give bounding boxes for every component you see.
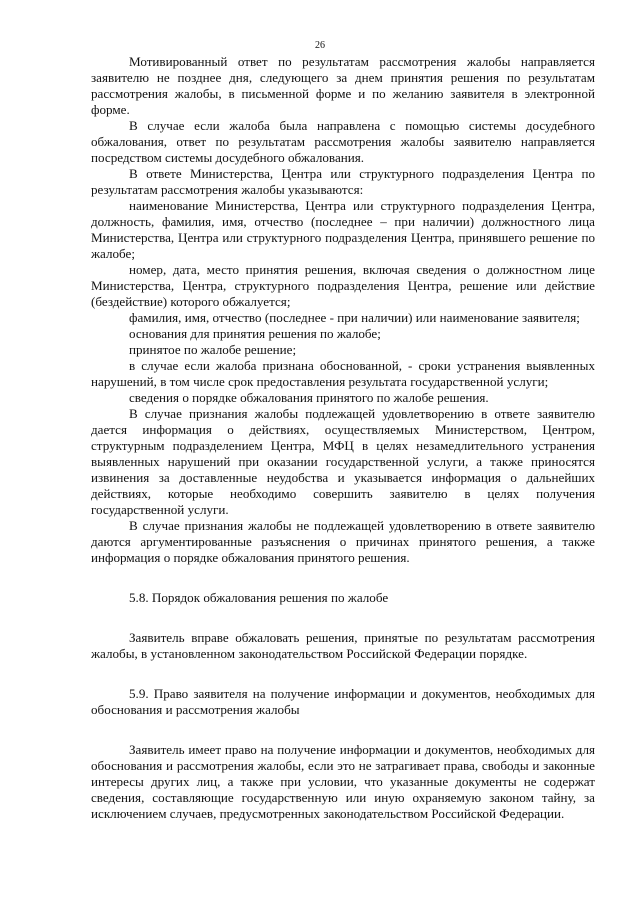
section-heading-5-8: 5.8. Порядок обжалования решения по жалобе [129,590,389,605]
paragraph: Мотивированный ответ по результатам рассмотрения жалобы направляется заявителю не позднее дня, следующего за днем принятия решения по результатам рассмотрения жалобы, в письменной форме и по желанию заявителя в электронной форме. [91,54,595,117]
section-heading-5-9: 5.9. Право заявителя на получение информации и документов, необходимых для обоснования и рассмотрения жалобы [91,686,595,717]
list-item: принятое по жалобе решение; [129,342,297,357]
list-item: в случае если жалоба признана обоснованной, - сроки устранения выявленных нарушений, в том числе срок предоставления результата государственной услуги; [91,358,595,389]
list-item: основания для принятия решения по жалобе; [129,326,381,341]
paragraph: В случае признания жалобы подлежащей удовлетворению в ответе заявителю дается информация о действиях, осуществляемых Министерством, Центром, структурным подразделением Центра, МФЦ в целях незамедлительного устранения выявленных нарушений при оказании государственной услуги, а также приносятся извинения за доставленные неудобства и указывается информация о дальнейших действиях, которые необходимо совершить заявителю в целях получения государственной услуги. [91,406,595,517]
paragraph: В случае признания жалобы не подлежащей удовлетворению в ответе заявителю даются аргументированные разъяснения о причинах принятого решения, а также информация о порядке обжалования принятого решения. [91,518,595,565]
paragraph: В случае если жалоба была направлена с помощью системы досудебного обжалования, ответ по результатам рассмотрения жалобы заявителю направляется посредством системы досудебного обжалования. [91,118,595,165]
paragraph: В ответе Министерства, Центра или структурного подразделения Центра по результатам рассмотрения жалобы указываются: [91,166,595,197]
page-number: 26 [315,40,325,51]
list-item: номер, дата, место принятия решения, включая сведения о должностном лице Министерства, Центра, структурного подразделения Центра, решение или действие (бездействие) которого обжалуется; [91,262,595,309]
document-body [91,54,595,822]
section-text-5-9: Заявитель имеет право на получение информации и документов, необходимых для обоснования и рассмотрения жалобы, если это не затрагивает права, свободы и законные интересы других лиц, а также при условии, что указанные документы не содержат сведения, составляющие государственную или иную охраняемую законом тайну, за исключением случаев, предусмотренных законодательством Российской Федерации. [91,742,595,821]
section-text-5-8: Заявитель вправе обжаловать решения, принятые по результатам рассмотрения жалобы, в установленном законодательством Российской Федерации порядке. [91,630,595,661]
list-item: сведения о порядке обжалования принятого по жалобе решения. [129,390,489,405]
list-item: фамилия, имя, отчество (последнее - при наличии) или наименование заявителя; [129,310,580,325]
list-item: наименование Министерства, Центра или структурного подразделения Центра, должность, фамилия, имя, отчество (последнее – при наличии) должностного лица Министерства, Центра или структурного подразделения Центра, принявшего решение по жалобе; [91,198,595,261]
